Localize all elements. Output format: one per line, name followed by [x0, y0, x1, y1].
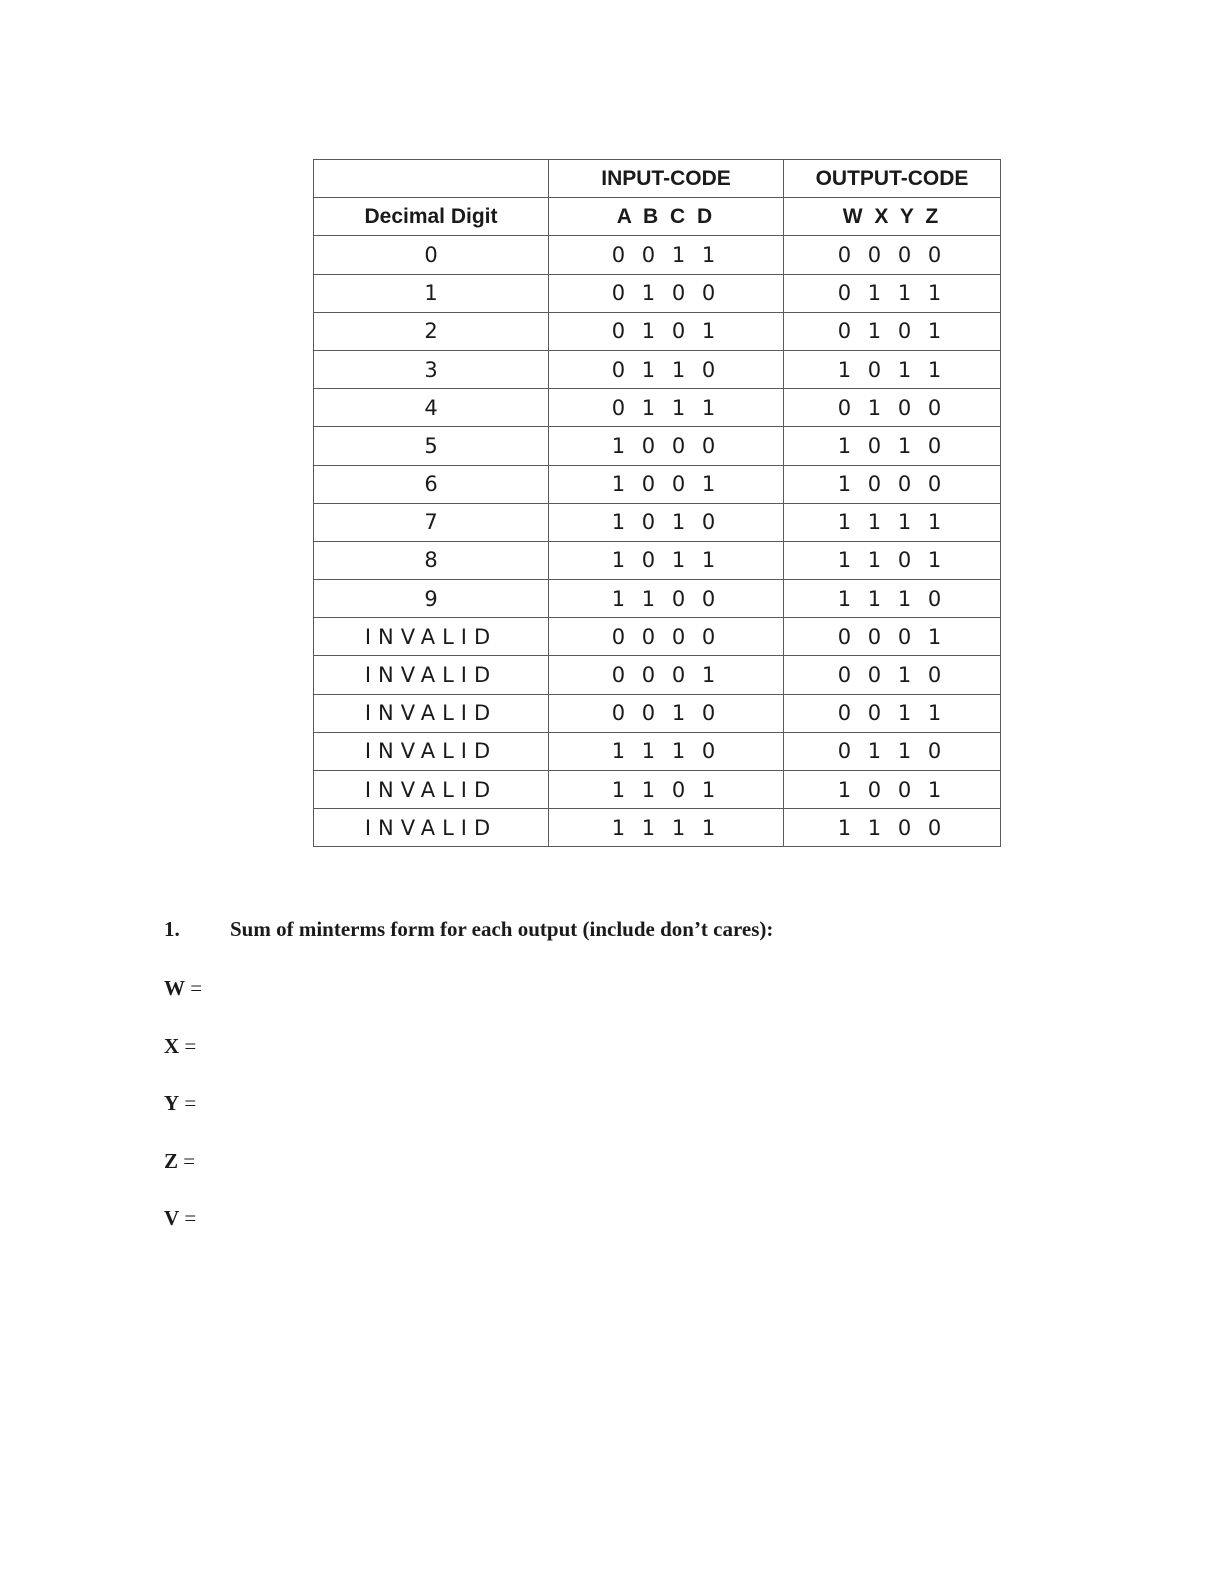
output-code-cell: 1 1 0 1 — [784, 541, 1001, 579]
output-code-cell: 0 0 1 0 — [784, 656, 1001, 694]
decimal-digit-cell: 3 — [314, 350, 549, 388]
table-row — [314, 656, 1001, 694]
equation-sign: = — [179, 1034, 197, 1058]
output-code-cell: 1 0 1 1 — [784, 350, 1001, 388]
column-header-wxyz: W X Y Z — [784, 198, 1001, 236]
column-header-decimal-digit: Decimal Digit — [314, 198, 549, 236]
table-row — [314, 389, 1001, 427]
input-code-cell: 0 0 0 1 — [549, 656, 784, 694]
equation-sign: = — [178, 1149, 196, 1173]
input-code-cell: 0 0 1 1 — [549, 236, 784, 274]
input-code-cell: 1 0 0 1 — [549, 465, 784, 503]
equation-x — [164, 1034, 196, 1059]
input-code-cell: 0 0 0 0 — [549, 618, 784, 656]
output-code-cell: 0 1 1 1 — [784, 274, 1001, 312]
decimal-digit-cell: 4 — [314, 389, 549, 427]
table-row — [314, 427, 1001, 465]
output-code-cell: 0 1 0 0 — [784, 389, 1001, 427]
decimal-digit-cell: 0 — [314, 236, 549, 274]
table-row — [314, 580, 1001, 618]
equation-v — [164, 1206, 196, 1231]
column-header-row — [314, 198, 1001, 236]
question-number: 1. — [164, 917, 180, 941]
equation-sign: = — [185, 976, 203, 1000]
input-code-cell: 1 0 1 0 — [549, 503, 784, 541]
decimal-digit-cell: 1 — [314, 274, 549, 312]
table-row — [314, 771, 1001, 809]
output-code-cell: 1 1 1 0 — [784, 580, 1001, 618]
equation-w — [164, 976, 202, 1001]
output-code-cell: 0 0 1 1 — [784, 694, 1001, 732]
equation-variable: Z — [164, 1149, 179, 1173]
input-code-cell: 1 1 1 0 — [549, 732, 784, 770]
output-code-cell: 0 0 0 0 — [784, 236, 1001, 274]
input-code-cell: 1 1 0 0 — [549, 580, 784, 618]
output-code-cell: 1 1 1 1 — [784, 503, 1001, 541]
decimal-digit-cell: INVALID — [314, 656, 549, 694]
equation-sign: = — [179, 1091, 197, 1115]
column-header-abcd: A B C D — [549, 198, 784, 236]
group-header-row — [314, 160, 1001, 198]
table-row — [314, 732, 1001, 770]
decimal-digit-cell: INVALID — [314, 771, 549, 809]
output-code-cell: 0 0 0 1 — [784, 618, 1001, 656]
input-code-cell: 0 1 1 0 — [549, 350, 784, 388]
table-row — [314, 809, 1001, 847]
group-header-output-code: OUTPUT-CODE — [784, 160, 1001, 198]
decimal-digit-cell: INVALID — [314, 809, 549, 847]
decimal-digit-cell: INVALID — [314, 694, 549, 732]
input-code-cell: 0 1 1 1 — [549, 389, 784, 427]
table-row — [314, 465, 1001, 503]
output-code-cell: 1 0 0 1 — [784, 771, 1001, 809]
equation-variable: X — [164, 1034, 180, 1058]
decimal-digit-cell: 6 — [314, 465, 549, 503]
output-code-cell: 0 1 1 0 — [784, 732, 1001, 770]
table-row — [314, 541, 1001, 579]
output-code-cell: 1 0 0 0 — [784, 465, 1001, 503]
input-code-cell: 1 1 1 1 — [549, 809, 784, 847]
decimal-digit-cell: 7 — [314, 503, 549, 541]
decimal-digit-cell: 9 — [314, 580, 549, 618]
table-row — [314, 694, 1001, 732]
input-code-cell: 1 1 0 1 — [549, 771, 784, 809]
output-code-cell: 1 0 1 0 — [784, 427, 1001, 465]
decimal-digit-cell: INVALID — [314, 618, 549, 656]
decimal-digit-cell: INVALID — [314, 732, 549, 770]
group-header-input-code: INPUT-CODE — [549, 160, 784, 198]
decimal-digit-cell: 2 — [314, 312, 549, 350]
equation-variable: W — [164, 976, 185, 1000]
input-code-cell: 0 1 0 1 — [549, 312, 784, 350]
output-code-cell: 0 1 0 1 — [784, 312, 1001, 350]
input-code-cell: 1 0 1 1 — [549, 541, 784, 579]
equation-sign: = — [179, 1206, 197, 1230]
question-text: Sum of minterms form for each output (include don’t cares): — [230, 917, 774, 941]
equation-y — [164, 1091, 196, 1116]
table-row — [314, 312, 1001, 350]
table-row — [314, 236, 1001, 274]
input-code-cell: 0 0 1 0 — [549, 694, 784, 732]
question-1 — [164, 917, 773, 942]
output-code-cell: 1 1 0 0 — [784, 809, 1001, 847]
table-row — [314, 350, 1001, 388]
equation-variable: Y — [164, 1091, 180, 1115]
group-header-blank — [314, 160, 549, 198]
decimal-digit-cell: 5 — [314, 427, 549, 465]
code-conversion-table — [313, 159, 1001, 847]
table-row — [314, 503, 1001, 541]
decimal-digit-cell: 8 — [314, 541, 549, 579]
equation-variable: V — [164, 1206, 180, 1230]
table-row — [314, 274, 1001, 312]
input-code-cell: 1 0 0 0 — [549, 427, 784, 465]
equation-z — [164, 1149, 195, 1174]
table-row — [314, 618, 1001, 656]
input-code-cell: 0 1 0 0 — [549, 274, 784, 312]
